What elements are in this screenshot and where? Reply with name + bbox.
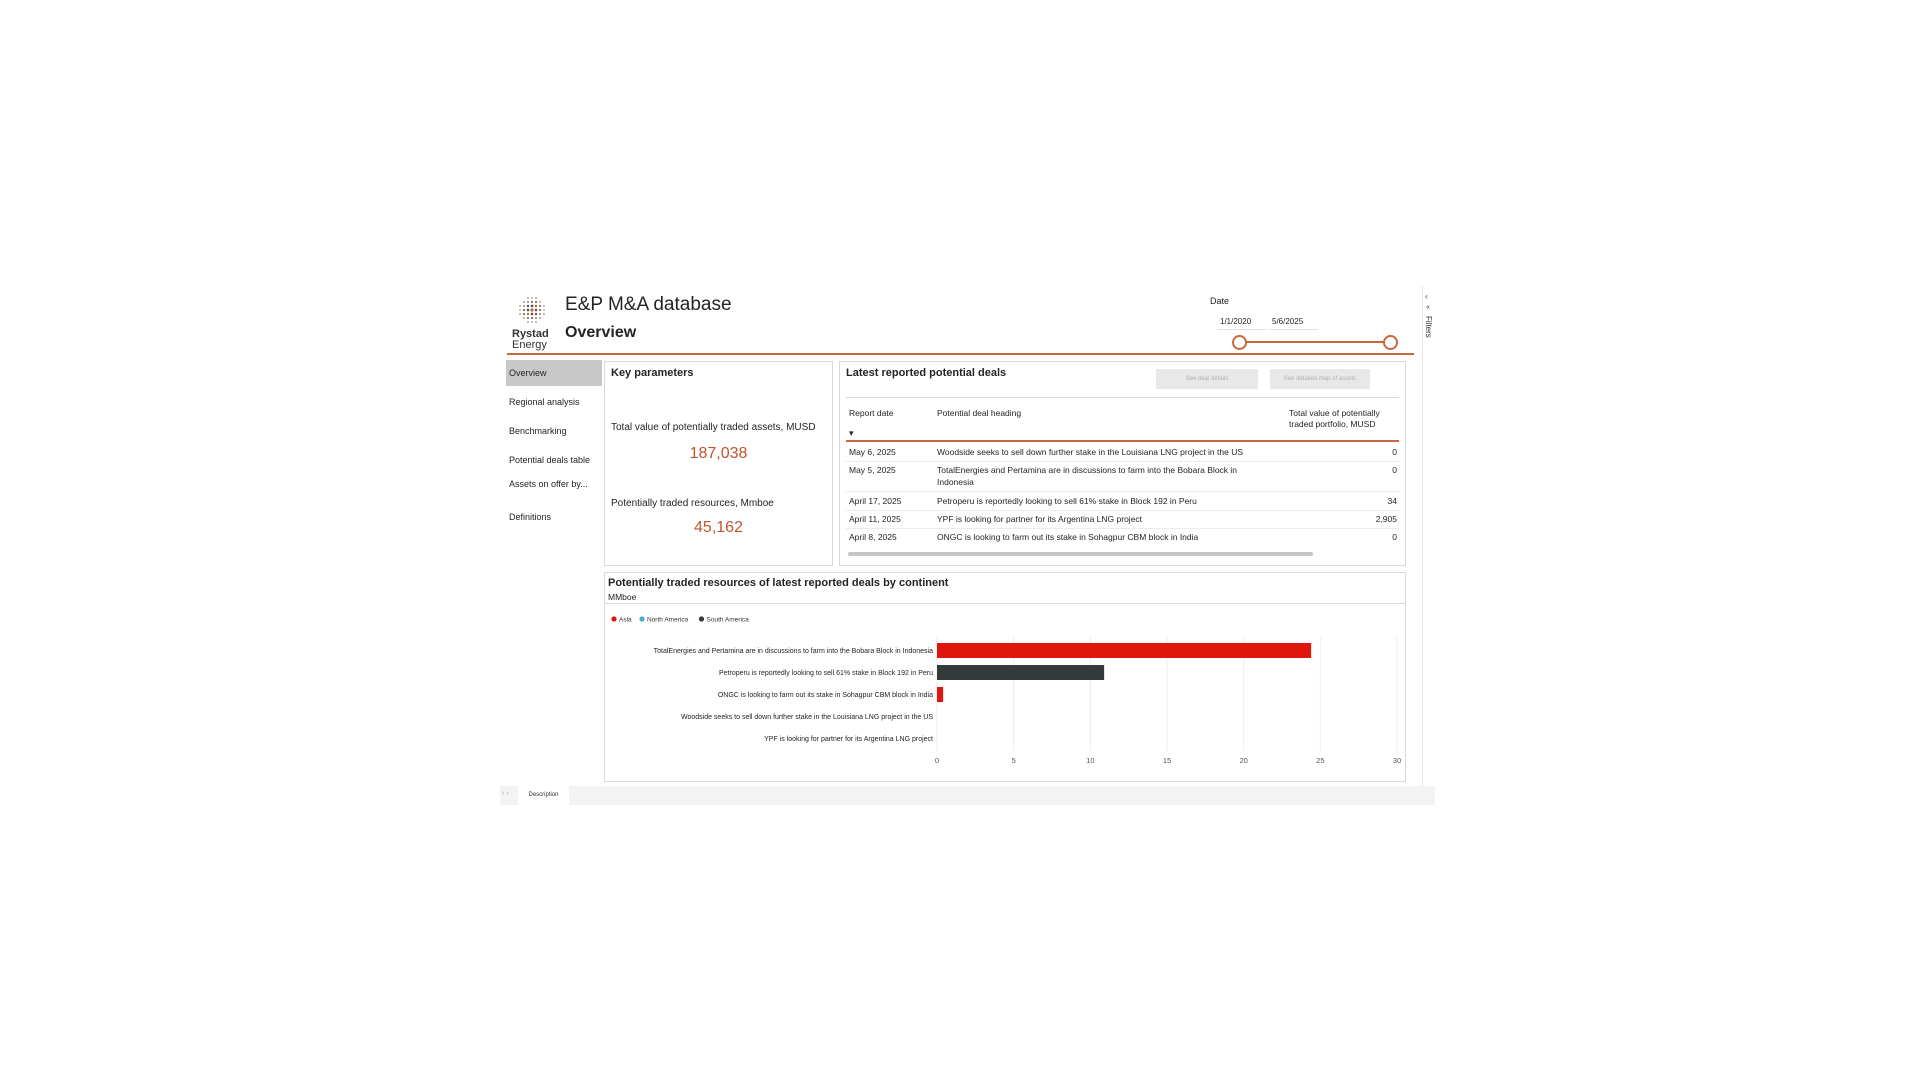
legend-marker-south-america: [699, 616, 704, 621]
logo-dot: [519, 305, 520, 306]
col-header-total-value-line1[interactable]: Total value of potentially: [1289, 408, 1380, 418]
table-header-rule: [846, 440, 1399, 442]
logo-text-energy: Energy: [512, 339, 547, 351]
logo-dot: [523, 317, 525, 319]
x-tick-label: 25: [1316, 756, 1325, 765]
legend-marker-north-america: [639, 616, 644, 621]
x-tick-label: 15: [1162, 756, 1172, 765]
deal-row-1-value: 0: [1392, 447, 1397, 457]
logo-dot: [527, 321, 528, 322]
sort-descending-icon[interactable]: ▾: [849, 428, 854, 438]
bar-category-label: TotalEnergies and Pertamina are in discussions to farm into the Bobara Block in Indonesia: [653, 648, 933, 655]
kpi-traded-resources-value: 45,162: [694, 519, 743, 536]
latest-deals-panel: [839, 361, 1406, 566]
logo-dot: [527, 301, 529, 303]
logo-dot: [535, 309, 538, 312]
nav-overview[interactable]: Overview: [506, 360, 602, 386]
logo-dot: [543, 305, 544, 306]
logo-dot: [539, 313, 541, 315]
date-slider-start-handle[interactable]: [1232, 335, 1247, 350]
date-slider-track[interactable]: [1239, 341, 1389, 343]
kpi-traded-assets-label: Total value of potentially traded assets, MUSD: [611, 422, 816, 433]
logo-dot: [531, 313, 534, 316]
logo-dot: [535, 321, 536, 322]
rystad-logo-icon: [516, 294, 548, 326]
x-tick-label: 20: [1239, 756, 1248, 765]
kpi-traded-assets-value: 187,038: [689, 445, 748, 462]
legend-label-south-america: South America: [706, 616, 749, 624]
expand-filters-icon[interactable]: «: [1426, 304, 1430, 311]
x-tick-label: 10: [1086, 756, 1095, 765]
logo-dot: [539, 317, 541, 319]
bar-2: [937, 665, 1104, 680]
logo-dot: [539, 301, 541, 303]
deal-row-4-date: April 11, 2025: [849, 514, 901, 524]
x-tick-label: 0: [934, 756, 940, 765]
collapse-filters-icon[interactable]: ‹: [1425, 292, 1428, 301]
logo-dot: [535, 301, 537, 303]
nav-potential-deals-table[interactable]: Potential deals table: [509, 455, 591, 465]
logo-dot: [531, 321, 532, 322]
date-end-input[interactable]: 5/6/2025: [1269, 315, 1318, 330]
col-header-deal-heading[interactable]: Potential deal heading: [937, 408, 1022, 418]
legend-marker-asia: [611, 616, 616, 621]
col-header-total-value-line2[interactable]: traded portfolio, MUSD: [1289, 419, 1376, 429]
logo-dot: [523, 309, 525, 311]
logo-dot: [523, 305, 525, 307]
report-canvas: [500, 286, 1435, 805]
deal-row-3-date: April 17, 2025: [849, 496, 902, 506]
tab-description[interactable]: Description: [518, 786, 569, 805]
logo-dot: [543, 309, 544, 310]
bar-category-label: Woodside seeks to sell down further stake in the Louisiana LNG project in the US: [680, 714, 933, 721]
logo-dot: [539, 309, 541, 311]
filters-pane-label[interactable]: Filters: [1424, 316, 1433, 338]
tab-scroll-arrows-icon[interactable]: ‹ ›: [502, 790, 509, 797]
logo-dot: [531, 305, 534, 308]
deal-row-2-date: May 5, 2025: [849, 465, 896, 475]
logo-dot: [531, 297, 532, 298]
filters-pane[interactable]: [1422, 286, 1436, 786]
logo-dot: [527, 313, 529, 315]
resources-chart-subtitle: MMboe: [608, 592, 637, 602]
logo-dot: [527, 305, 529, 307]
nav-regional-analysis[interactable]: Regional analysis: [509, 397, 580, 407]
key-parameters-title: Key parameters: [611, 367, 694, 379]
deal-row-5-heading[interactable]: ONGC is looking to farm out its stake in Sohagpur CBM block in India: [937, 532, 1199, 542]
logo-text-rystad: Rystad: [512, 328, 549, 340]
logo-dot: [535, 297, 536, 298]
deal-row-3-heading[interactable]: Petroperu is reportedly looking to sell 61% stake in Block 192 in Peru: [937, 496, 1197, 506]
key-parameters-panel: [604, 361, 833, 566]
deal-row-5-date: April 8, 2025: [849, 532, 897, 542]
logo-dot: [530, 308, 533, 311]
nav-assets-on-offer[interactable]: Assets on offer by...: [509, 479, 588, 489]
row-separator: [846, 491, 1399, 492]
legend-label-north-america: North America: [647, 616, 689, 624]
deal-row-4-value: 2,905: [1375, 514, 1397, 524]
resources-bar-chart: [605, 603, 1405, 781]
resources-chart-panel: [604, 572, 1406, 782]
kpi-traded-resources-label: Potentially traded resources, Mmboe: [611, 498, 774, 509]
deal-row-1-heading[interactable]: Woodside seeks to sell down further stake in the Louisiana LNG project in the US: [937, 447, 1244, 457]
logo-dot: [543, 313, 544, 314]
table-top-border: [846, 397, 1399, 398]
deal-row-1-date: May 6, 2025: [849, 447, 896, 457]
bar-category-label: ONGC is looking to farm out its stake in Sohagpur CBM block in India: [717, 692, 933, 699]
logo-dot: [527, 317, 529, 319]
date-slider-end-handle[interactable]: [1383, 335, 1398, 350]
latest-deals-title: Latest reported potential deals: [846, 367, 1007, 379]
row-separator: [846, 510, 1399, 511]
logo-dot: [539, 305, 541, 307]
date-start-input[interactable]: 1/1/2020: [1217, 315, 1266, 330]
resources-chart-title: Potentially traded resources of latest reported deals by continent: [608, 577, 949, 589]
see-deal-details-button[interactable]: See deal details: [1156, 369, 1258, 389]
date-slicer-label: Date: [1210, 296, 1230, 306]
legend-label-asia: Asia: [619, 616, 632, 624]
x-tick-label: 5: [1011, 756, 1016, 765]
logo-dot: [535, 313, 537, 315]
logo-dot: [531, 317, 533, 319]
bar-3: [937, 687, 943, 702]
deal-row-2-value: 0: [1392, 465, 1397, 475]
bar-1: [937, 643, 1311, 658]
logo-dot: [531, 301, 533, 303]
logo-dot: [523, 301, 525, 303]
col-header-report-date[interactable]: Report date: [849, 408, 894, 418]
logo-dot: [519, 313, 520, 314]
nav-benchmarking[interactable]: Benchmarking: [509, 426, 567, 436]
logo-dot: [527, 309, 530, 312]
logo-dot: [523, 313, 525, 315]
deal-row-2-heading-line1[interactable]: TotalEnergies and Pertamina are in discussions to farm into the Bobara Block in: [937, 465, 1238, 475]
page-tab-bar: [500, 786, 1435, 805]
header-divider: [507, 353, 1414, 355]
deal-row-5-value: 0: [1392, 532, 1397, 542]
bar-category-label: Petroperu is reportedly looking to sell 61% stake in Block 192 in Peru: [718, 670, 933, 677]
bar-category-label: YPF is looking for partner for its Argentina LNG project: [764, 736, 933, 743]
row-separator: [846, 461, 1399, 462]
row-separator: [846, 528, 1399, 529]
nav-definitions[interactable]: Definitions: [509, 512, 552, 522]
deal-row-4-heading[interactable]: YPF is looking for partner for its Argentina LNG project: [937, 514, 1143, 524]
deal-row-2-heading-line2[interactable]: Indonesia: [937, 477, 974, 487]
deal-row-3-value: 34: [1387, 496, 1397, 506]
app-title: E&P M&A database: [565, 294, 732, 315]
logo-dot: [535, 305, 537, 307]
see-detailed-map-button[interactable]: See detailed map of assets: [1270, 369, 1370, 389]
logo-dot: [535, 317, 537, 319]
table-horizontal-scrollbar[interactable]: [848, 552, 1313, 556]
logo-dot: [527, 297, 528, 298]
x-tick-label: 30: [1392, 756, 1402, 765]
page-title: Overview: [565, 324, 637, 341]
logo-dot: [519, 309, 520, 310]
